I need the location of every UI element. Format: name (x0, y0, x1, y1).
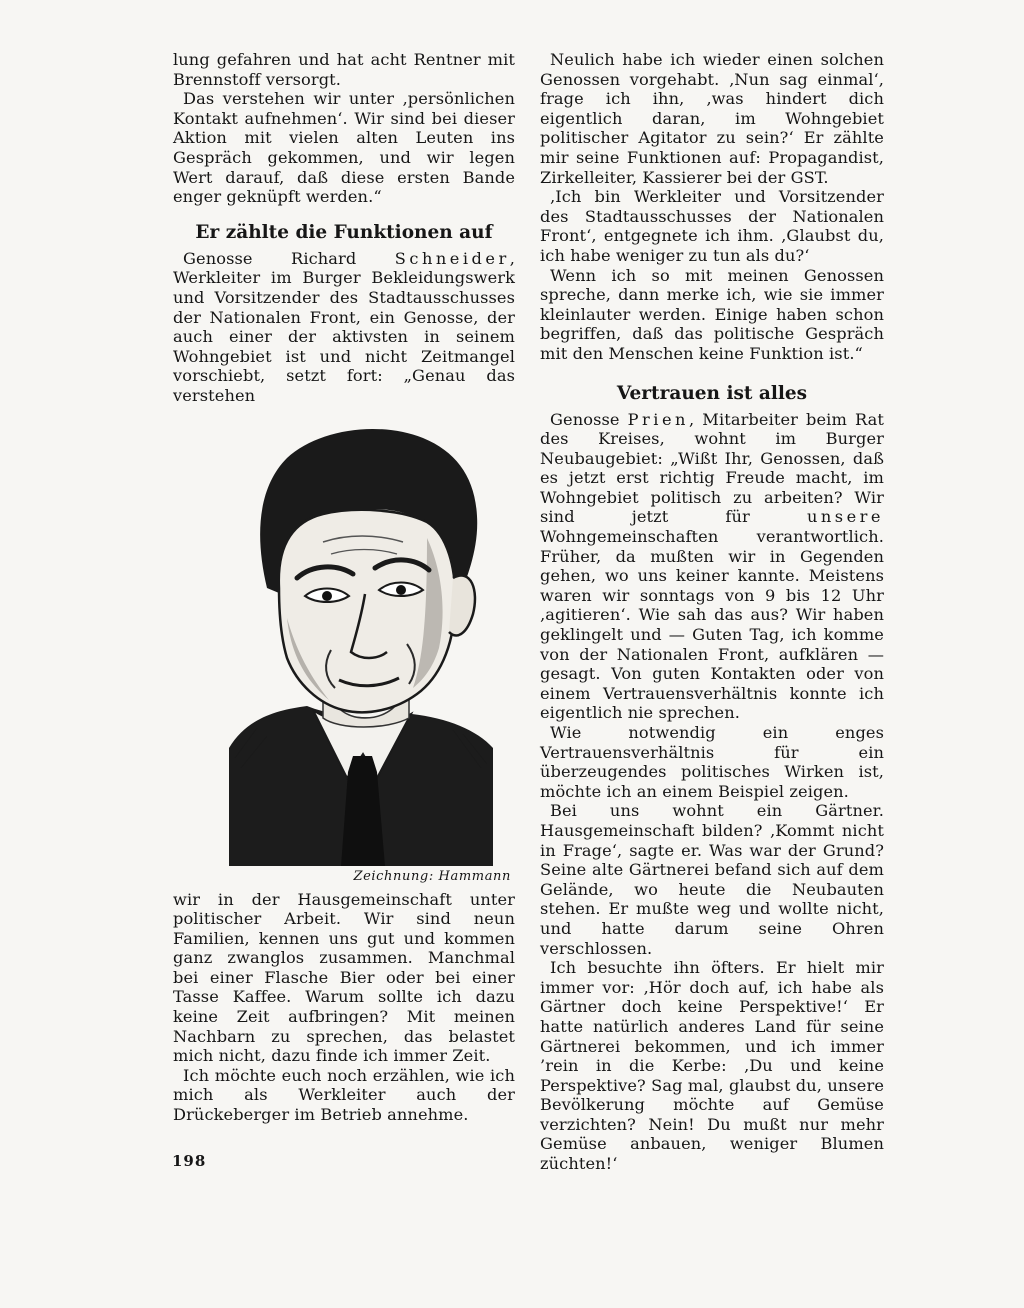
paragraph: ‚Ich bin Werkleiter und Vorsitzender des Stadtausschusses der Nationalen Front‘, entgegnete ich ihm. ‚Glaubst du, ich habe weniger zu tun als du?‘ (540, 187, 884, 265)
paragraph: Bei uns wohnt ein Gärtner. Hausgemeinschaft bilden? ‚Kommt nicht in Frage‘, sagte er. Was war der Grund? Seine alte Gärtnerei befand sich auf dem Gelände, wo heute die Neubauten stehen. Er mußte weg und wollte nicht, und hatte darum seine Ohren verschlossen. (540, 801, 884, 958)
paragraph-continued: lung gefahren und hat acht Rentner mit Brennstoff versorgt. (173, 50, 515, 89)
portrait-illustration (173, 418, 515, 884)
text-run: Wohngemeinschaften verantwortlich. Früher, da mußten wir in Gegenden gehen, wo uns keiner kannte. Meistens waren wir sonntags von 9 bis 12 Uhr ‚agitieren‘. Wie sah das aus? Wir haben geklingelt und — Guten Tag, ich komme von der Nationalen Front, aufklären — gesagt. Von guten Kontakten oder von einem Vertrauensverhältnis konnte ich eigentlich nie sprechen. (540, 527, 884, 723)
paragraph-schneider (173, 249, 515, 406)
section-heading: Er zählte die Funktionen auf (195, 221, 493, 243)
left-column (173, 50, 515, 1125)
paragraph: Ich möchte euch noch erzählen, wie ich mich als Werkleiter auch der Drückeberger im Betrieb annehme. (173, 1065, 515, 1125)
person-name: Schneider (394, 248, 510, 268)
right-column (540, 50, 884, 1174)
paragraph-prien (540, 410, 884, 724)
paragraph: Wenn ich so mit meinen Genossen spreche, dann merke ich, wie sie immer kleinlauter werden. Einige haben schon begriffen, daß das politische Gespräch mit den Menschen keine Funktion ist.“ (540, 265, 884, 363)
person-name: Prien (627, 409, 689, 429)
paragraph: Neulich habe ich wieder einen solchen Genossen vorgehabt. ‚Nun sag einmal‘, frage ich ihn, ‚was hindert dich eigentlich daran, im Wohngebiet politischer Agitator zu sein?‘ Er zählte mir seine Funktionen auf: Propagandist, Zirkelleiter, Kassierer bei der GST. (540, 50, 884, 187)
section-heading: Vertrauen ist alles (616, 382, 808, 404)
text-run: Genosse (550, 409, 628, 429)
paragraph: wir in der Hausgemeinschaft unter politischer Arbeit. Wir sind neun Familien, kennen uns gut und kommen ganz zwanglos zusammen. Manchmal bei einer Flasche Bier oder bei einer Tasse Kaffee. Warum sollte ich dazu keine Zeit aufbringen? Mit meinen Nachbarn zu sprechen, das belastet mich nicht, dazu finde ich immer Zeit. (173, 889, 515, 1066)
paragraph: Ich besuchte ihn öfters. Er hielt mir immer vor: ‚Hör doch auf, ich habe als Gärtner doch keine Perspektive!‘ Er hatte natürlich anderes Land für seine Gärtnerei bekommen, und ich immer ’rein in die Kerbe: ‚Du und keine Perspektive? Sag mal, glaubst du, unsere Bevölkerung möchte auf Gemüse verzichten? Nein! Du mußt nur mehr Gemüse anbauen, weniger Blumen züchten!‘ (540, 958, 884, 1174)
paragraph: Das verstehen wir unter ‚persönlichen Kontakt aufnehmen‘. Wir sind bei dieser Aktion mit vielen alten Leuten ins Gespräch gekommen, und wir legen Wert darauf, daß diese ersten Bande enger geknüpft werden.“ (173, 89, 515, 207)
text-run: , Mitarbeiter beim Rat des Kreises, wohnt im Burger Neubaugebiet: „Wißt Ihr, Genossen, daß es jetzt erst richtig Freude macht, im Wohngebiet politisch zu arbeiten? Wir sind jetzt für (540, 409, 884, 527)
page-number: 198 (172, 1152, 207, 1170)
emphasized-word: unsere (806, 507, 884, 527)
portrait-drawing (227, 418, 495, 866)
paragraph: Wie notwendig ein enges Vertrauensverhältnis für ein überzeugendes politisches Wirken ist, möchte ich an einem Beispiel zeigen. (540, 723, 884, 801)
text-run: Genosse Richard (183, 248, 395, 268)
image-caption: Zeichnung: Hammann (353, 868, 511, 884)
text-run: , Werkleiter im Burger Bekleidungswerk und Vorsitzender des Stadtausschusses der Nationalen Front, ein Genosse, der auch einer der aktivsten in seinem Wohngebiet ist und nicht Zeitmangel vorschiebt, setzt fort: „Genau das verstehen (173, 248, 515, 405)
